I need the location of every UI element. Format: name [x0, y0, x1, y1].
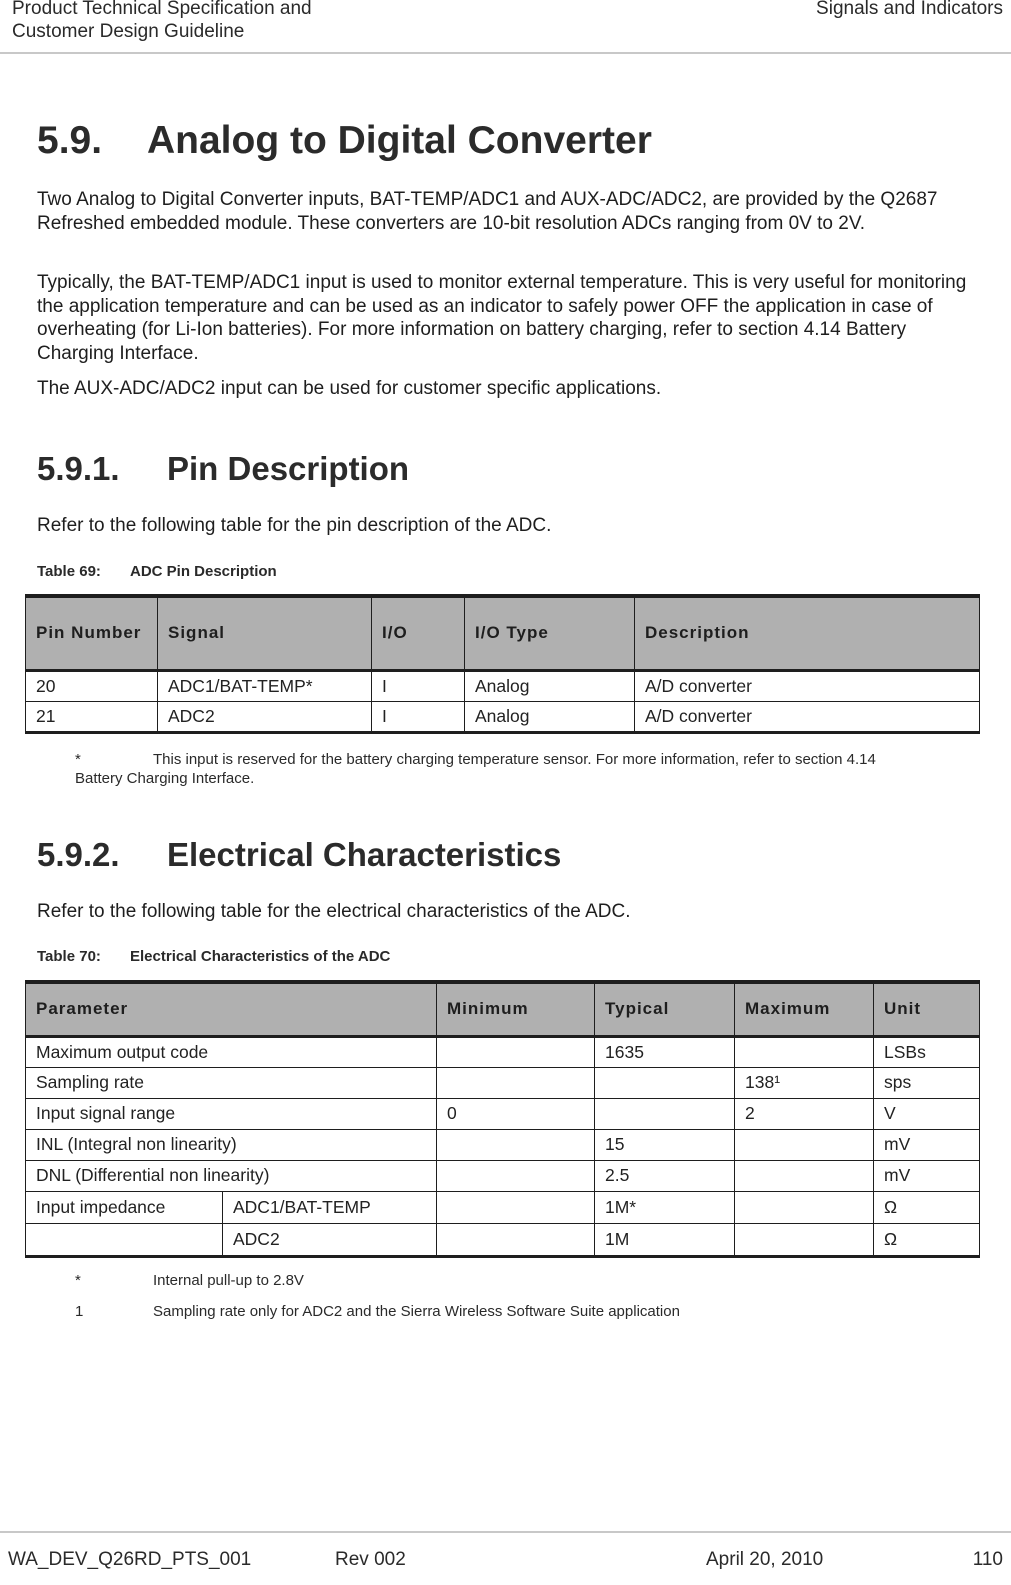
table-cell: I [372, 670, 465, 701]
table-cell [735, 1223, 874, 1256]
col-header: Unit [874, 982, 980, 1036]
table-cell [735, 1036, 874, 1067]
footnote-text: This input is reserved for the battery charging temperature sensor. For more information, refer to section 4.14 [153, 751, 876, 768]
footnote-mark: * [75, 1272, 81, 1289]
caption-number: Table 70: [37, 948, 101, 965]
table-row [26, 1098, 980, 1129]
col-header: Parameter [26, 982, 437, 1036]
subsection-title: Pin Description [167, 450, 410, 487]
col-header: Typical [595, 982, 735, 1036]
col-header: Signal [158, 596, 372, 670]
table-cell: I [372, 701, 465, 732]
table-cell: ADC2 [158, 701, 372, 732]
table-cell [595, 1098, 735, 1129]
table-cell: ADC1/BAT-TEMP* [158, 670, 372, 701]
table-header-row [26, 596, 980, 670]
electrical-characteristics-table [25, 980, 980, 1258]
caption-title: Electrical Characteristics of the ADC [130, 948, 391, 965]
footer-date: April 20, 2010 [706, 1549, 824, 1570]
table-cell: 0 [437, 1098, 595, 1129]
footer-doc-id: WA_DEV_Q26RD_PTS_001 [8, 1549, 252, 1570]
table-cell [437, 1160, 595, 1191]
table-cell [437, 1223, 595, 1256]
paragraph-2: Typically, the BAT-TEMP/ADC1 input is used to monitor external temperature. This is very useful for monitoring the application temperature and can be used as an indicator to safely power OFF the application in case of overheating (for Li-Ion batteries). For more information on battery charging, refer to section 4.14 Battery Charging Interface. [37, 272, 967, 364]
table-row [26, 1223, 980, 1256]
page-footer [0, 1531, 1011, 1585]
table-cell [26, 1223, 223, 1256]
footer-page-number: 110 [972, 1549, 1003, 1570]
header-title-line1: Product Technical Specification and [12, 0, 312, 19]
col-header: I/O [372, 596, 465, 670]
table-cell: Analog [465, 670, 635, 701]
table-cell [437, 1036, 595, 1067]
table-cell: 1635 [595, 1036, 735, 1067]
table-cell [437, 1191, 595, 1223]
caption-number: Table 69: [37, 563, 101, 580]
footnote-text: Internal pull-up to 2.8V [153, 1272, 304, 1289]
table-cell: V [874, 1098, 980, 1129]
caption-title: ADC Pin Description [130, 563, 277, 580]
table-cell: 2 [735, 1098, 874, 1129]
header-chapter: Signals and Indicators [816, 0, 1003, 19]
electrical-footnote-2 [75, 1302, 965, 1321]
header-title-line2: Customer Design Guideline [12, 21, 245, 42]
subsection-number: 5.9.2. [37, 836, 120, 873]
footnote-mark: 1 [75, 1303, 84, 1320]
pin-description-table [25, 594, 980, 734]
table-row [26, 1129, 980, 1160]
table-cell: DNL (Differential non linearity) [26, 1160, 437, 1191]
table-cell: Analog [465, 701, 635, 732]
table-cell: Input signal range [26, 1098, 437, 1129]
table-cell: ADC1/BAT-TEMP [223, 1191, 437, 1223]
footnote-text-cont: Battery Charging Interface. [75, 770, 255, 787]
paragraph-3: The AUX-ADC/ADC2 input can be used for customer specific applications. [37, 378, 662, 399]
electrical-intro: Refer to the following table for the electrical characteristics of the ADC. [37, 901, 631, 922]
table-cell [735, 1191, 874, 1223]
table-cell: Maximum output code [26, 1036, 437, 1067]
footnote-text: Sampling rate only for ADC2 and the Sierra Wireless Software Suite application [153, 1303, 680, 1320]
table-cell: mV [874, 1160, 980, 1191]
table-cell: Ω [874, 1223, 980, 1256]
table-header-row [26, 982, 980, 1036]
subsection-title: Electrical Characteristics [167, 836, 562, 873]
subsection-heading-pin [37, 449, 409, 489]
table-row [26, 1036, 980, 1067]
section-heading [37, 117, 652, 165]
table-cell: 2.5 [595, 1160, 735, 1191]
table-row [26, 1067, 980, 1098]
pin-intro: Refer to the following table for the pin description of the ADC. [37, 515, 552, 536]
table-row [26, 701, 980, 732]
table-cell [437, 1067, 595, 1098]
table-cell [735, 1129, 874, 1160]
footnote-mark: * [75, 751, 81, 768]
table-row [26, 1160, 980, 1191]
table-cell: 1M [595, 1223, 735, 1256]
col-header: Maximum [735, 982, 874, 1036]
table-cell: 20 [26, 670, 158, 701]
electrical-footnote-1 [75, 1271, 965, 1290]
table-row [26, 1191, 980, 1223]
table-69-caption [37, 563, 277, 580]
col-header: Pin Number [26, 596, 158, 670]
table-cell: Input impedance [26, 1191, 223, 1223]
pin-footnote [75, 750, 965, 788]
subsection-number: 5.9.1. [37, 450, 120, 487]
header-doc-title [12, 0, 312, 43]
page-header [0, 0, 1011, 54]
table-cell: Ω [874, 1191, 980, 1223]
section-number: 5.9. [37, 119, 103, 162]
table-cell [595, 1067, 735, 1098]
table-cell [437, 1129, 595, 1160]
table-cell: sps [874, 1067, 980, 1098]
table-cell: 21 [26, 701, 158, 732]
section-title: Analog to Digital Converter [147, 119, 652, 162]
subsection-heading-electrical [37, 835, 561, 875]
table-cell: A/D converter [635, 670, 980, 701]
table-row [26, 670, 980, 701]
table-cell: A/D converter [635, 701, 980, 732]
paragraph-1: Two Analog to Digital Converter inputs, BAT-TEMP/ADC1 and AUX-ADC/ADC2, are provided by the Q2687 Refreshed embedded module. These converters are 10-bit resolution ADCs ranging from 0V to 2V. [37, 189, 938, 234]
table-cell: mV [874, 1129, 980, 1160]
col-header: Minimum [437, 982, 595, 1036]
col-header: I/O Type [465, 596, 635, 670]
table-cell: ADC2 [223, 1223, 437, 1256]
table-cell: LSBs [874, 1036, 980, 1067]
col-header: Description [635, 596, 980, 670]
footer-revision: Rev 002 [335, 1549, 406, 1570]
table-cell: 1M* [595, 1191, 735, 1223]
table-70-caption [37, 948, 390, 965]
table-cell: INL (Integral non linearity) [26, 1129, 437, 1160]
table-cell [735, 1160, 874, 1191]
table-cell: 138¹ [735, 1067, 874, 1098]
table-cell: 15 [595, 1129, 735, 1160]
table-cell: Sampling rate [26, 1067, 437, 1098]
